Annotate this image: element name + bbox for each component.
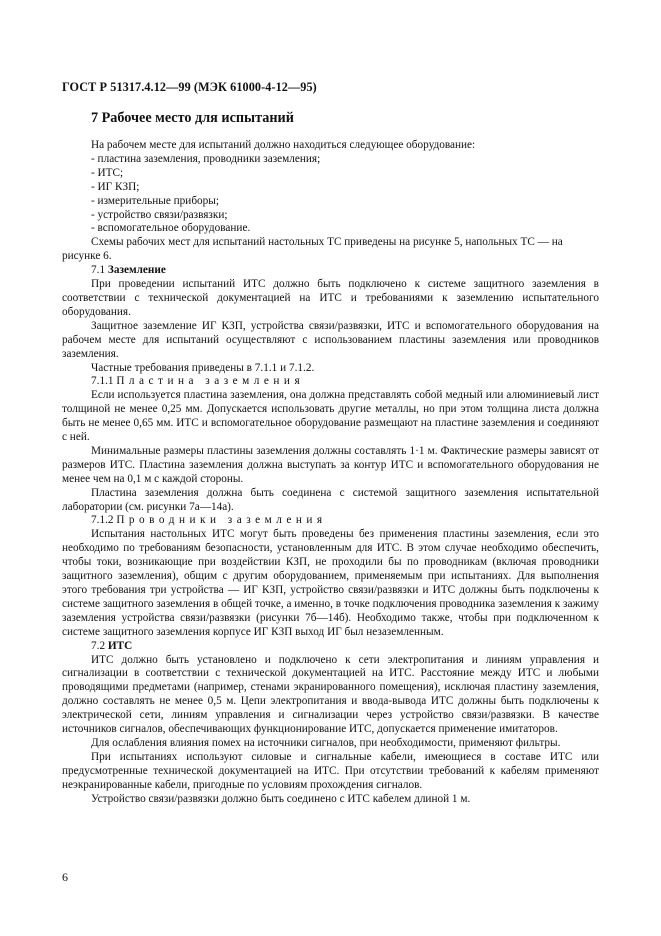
paragraph: Устройство связи/развязки должно быть соединено с ИТС кабелем длиной 1 м. bbox=[91, 792, 471, 805]
paragraph-text: Минимальные размеры пластины заземления должны составлять 1·1 м. Фактические размеры зависят от размеров ИТС. Пластина заземления должна выступать за контур ИТС и вспомогательного оборудования не менее чем на 0,1 м с каждой стороны. bbox=[62, 444, 599, 485]
paragraph-text: Защитное заземление ИГ КЗП, устройства связи/развязки, ИТС и вспомогательного оборудования на рабочем месте для испытаний осуществляют с использованием пластины заземления или проводников заземления. bbox=[62, 319, 599, 360]
schemes-continuation: рисунке 6. bbox=[62, 250, 112, 263]
subsection-title: ИТС bbox=[107, 639, 133, 652]
equipment-item: - вспомогательное оборудование. bbox=[91, 222, 251, 235]
subsection-heading-7-2 bbox=[91, 640, 599, 654]
equipment-item: - измерительные приборы; bbox=[91, 194, 219, 207]
schemes-paragraph bbox=[91, 236, 599, 250]
subsection-number: 7.1.2 bbox=[91, 514, 114, 527]
paragraph bbox=[62, 278, 599, 320]
paragraph-text: При проведении испытаний ИТС должно быть подключено к системе защитного заземления в соответствии с технической документацией на ИТС и требованиями к заземлению испытательного оборудования. bbox=[62, 278, 599, 318]
paragraph-text: Если используется пластина заземления, она должна представлять собой медный или алюминиевый лист толщиной не менее 0,25 мм. Допускается использовать другие металлы, но при этом толщина листа должна быть не менее 0,65 мм. ИТС и вспомогательное оборудование размещают на пластине заземления и соединяют с ней. bbox=[62, 389, 599, 444]
paragraph-text: Для ослабления влияния помех на источники сигналов, при необходимости, применяют фильтры. bbox=[91, 736, 561, 749]
page-number: 6 bbox=[62, 870, 68, 884]
paragraph bbox=[62, 320, 599, 362]
section-title: 7 Рабочее место для испытаний bbox=[91, 110, 294, 126]
paragraph bbox=[62, 389, 599, 445]
paragraph-text: ИТС должно быть установлено и подключено к сети электропитания и линиям управления и сигнализации в соответствии с технической документацией на ИТС. Расстояние между ИТС и любыми проводящими предметами (например, стенами экранированного помещения), исключая пластину заземления, должно составлять не менее 0,5 м. Цепи электропитания и ввода-вывода ИТС должны быть подключены к электрической сети, линиям управления и сигнализации через устройство связи/развязки. В качестве источников сигналов, обеспечивающих функционирование ИТС, допускается применение имитаторов. bbox=[62, 653, 599, 736]
subsection-title: Пластина заземления bbox=[116, 375, 305, 388]
subsection-title: Заземление bbox=[107, 264, 166, 277]
paragraph-text: Пластина заземления должна быть соединена с системой защитного заземления испытательной лаборатории (см. рисунки 7а—14а). bbox=[62, 486, 599, 513]
intro-paragraph: На рабочем месте для испытаний должно находиться следующее оборудование: bbox=[91, 139, 476, 151]
paragraph: Частные требования приведены в 7.1.1 и 7.1.2. bbox=[91, 361, 315, 374]
document-body bbox=[62, 139, 599, 807]
paragraph bbox=[62, 737, 599, 751]
document-header: ГОСТ Р 51317.4.12—99 (МЭК 61000-4-12—95) bbox=[62, 80, 317, 94]
equipment-item: - пластина заземления, проводники заземления; bbox=[91, 152, 321, 165]
paragraph-text: При испытаниях используют силовые и сигнальные кабели, имеющиеся в составе ИТС или предусмотренные технической документацией на ИТС. При отсутствии требований к кабелям применяют неэкранированные кабели, пригодные по условиям прохождения сигналов. bbox=[62, 750, 599, 791]
subsection-heading-7-1 bbox=[91, 264, 599, 278]
schemes-text: Схемы рабочих мест для испытаний настольных ТС приведены на рисунке 5, напольных ТС — на bbox=[91, 236, 563, 249]
subsection-number: 7.2 bbox=[91, 639, 106, 652]
equipment-item: - ИГ КЗП; bbox=[91, 180, 140, 193]
paragraph-text: Испытания настольных ИТС могут быть проведены без применения пластины заземления, если это необходимо по требованиям безопасности, установленным для ИТС. В этом случае необходимо обеспечить, чтобы токи, возникающие при воздействии КЗП, не проходили бы по проводникам (включая проводники защитного заземления), общим с другим оборудованием, применяемым при испытаниях. Для выполнения этого требования три устройства — ИГ КЗП, устройство связи/развязки и ИТС должны быть подключены к системе защитного заземления в общей точке, а именно, в точке подключения проводника заземления к зажиму заземления устройства связи/развязки (рисунки 7б—14б). Необходимо также, чтобы при подключенном к системе защитного заземления корпусе ИГ КЗП выход ИГ был незаземленным. bbox=[62, 528, 599, 638]
paragraph bbox=[62, 487, 599, 515]
paragraph bbox=[62, 528, 599, 639]
paragraph bbox=[62, 751, 599, 793]
equipment-item: - ИТС; bbox=[91, 166, 124, 179]
equipment-item: - устройство связи/развязки; bbox=[91, 208, 228, 221]
subsection-number: 7.1.1 bbox=[91, 375, 114, 388]
subsection-title: Проводники заземления bbox=[116, 514, 327, 527]
subsection-number: 7.1 bbox=[91, 264, 106, 277]
subsection-heading-7-1-2 bbox=[91, 514, 599, 528]
paragraph bbox=[62, 445, 599, 487]
subsection-heading-7-1-1 bbox=[91, 375, 599, 389]
paragraph bbox=[62, 654, 599, 737]
